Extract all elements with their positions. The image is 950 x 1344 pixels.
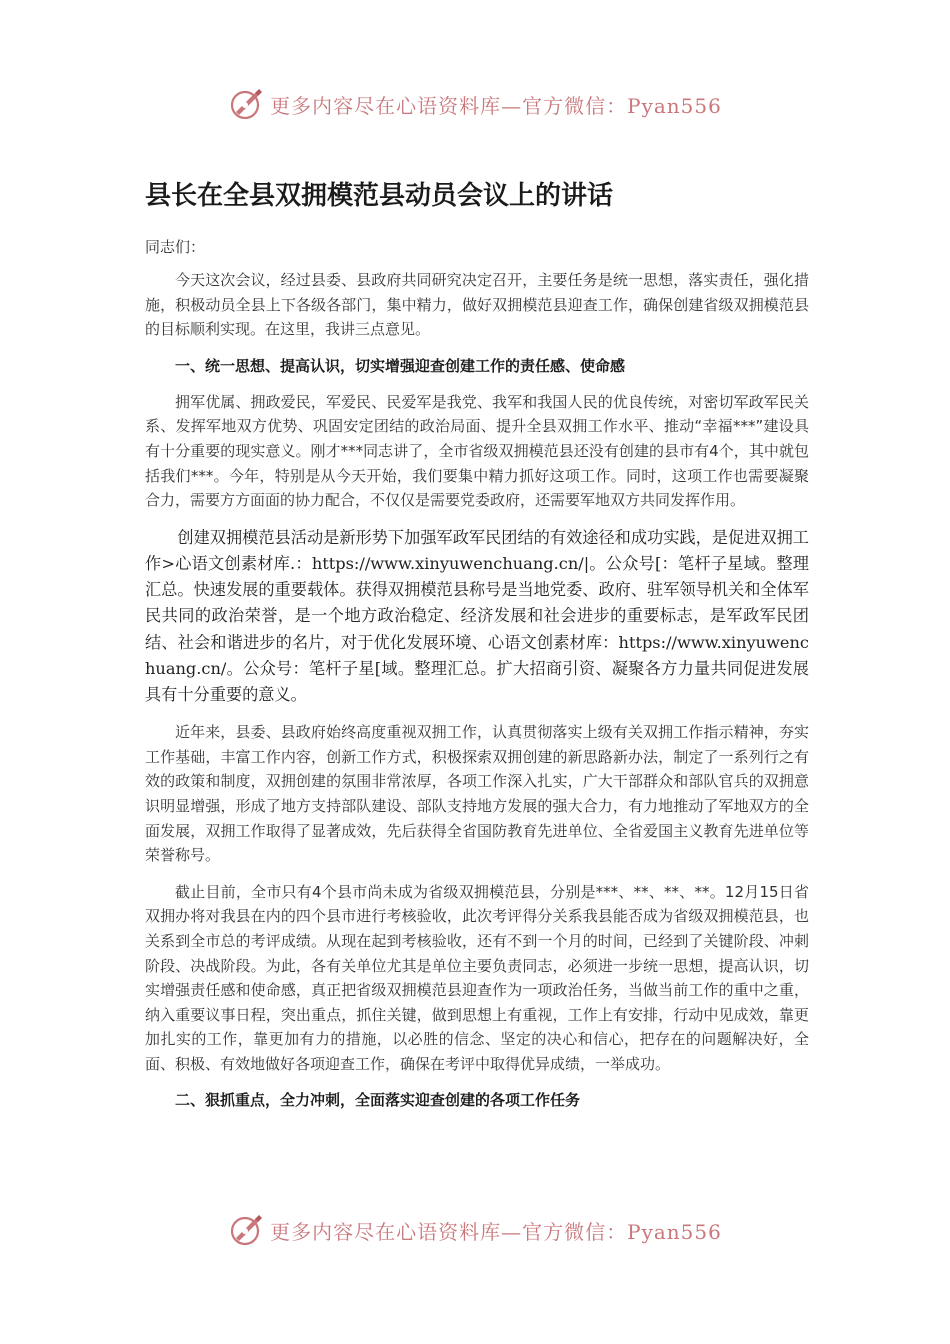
watermark-text: 更多内容尽在心语资料库—官方微信：Pyan556: [270, 93, 722, 118]
section-heading-2: 二、狠抓重点，全力冲刺，全面落实迎查创建的各项工作任务: [175, 1091, 581, 1110]
pen-circle-logo-icon: [228, 1212, 264, 1248]
document-body: [145, 176, 809, 1124]
paragraph-1: 拥军优属、拥政爱民，军爱民、民爱军是我党、我军和我国人民的优良传统，对密切军政军民关系、发挥军地双方优势、巩固安定团结的政治局面、提升全县双拥工作水平、推动“幸福***”建设具有十分重要的现实意义。刚才***同志讲了，全市省级双拥模范县还没有创建的县市有4个，其中就包括我们***。今年，特别是从今天开始，我们要集中精力抓好这项工作。同时，这项工作也需要凝聚合力，需要方方面面的协力配合，不仅仅是需要党委政府，还需要军地双方共同发挥作用。: [145, 392, 809, 510]
salutation: 同志们：: [145, 238, 206, 256]
pen-circle-logo-icon: [228, 86, 264, 122]
watermark-banner-top: [0, 82, 950, 126]
intro-paragraph: 今天这次会议，经过县委、县政府共同研究决定召开，主要任务是统一思想，落实责任，强化措施，积极动员全县上下各级各部门，集中精力，做好双拥模范县迎查工作，确保创建省级双拥模范县的目标顺利实现。在这里，我讲三点意见。: [145, 271, 809, 339]
paragraph-2: 创建双拥模范县活动是新形势下加强军政军民团结的有效途径和成功实践，是促进双拥工作>心语文创素材库.：https://www.xinyuwenchuang.cn/|。公众号[：笔杆子星域。整理汇总。快速发展的重要载体。获得双拥模范县称号是当地党委、政府、驻军领导机关和全体军民共同的政治荣誉，是一个地方政治稳定、经济发展和社会进步的重要标志，是军政军民团结、社会和谐进步的名片，对于优化发展环境、心语文创素材库：https://www.xinyuwenchuang.cn/。公众号：笔杆子星[域。整理汇总。扩大招商引资、凝聚各方力量共同促进发展具有十分重要的意义。: [145, 527, 809, 704]
document-title: 县长在全县双拥模范县动员会议上的讲话: [145, 181, 614, 211]
paragraph-4: 截止目前，全市只有4个县市尚未成为省级双拥模范县，分别是***、**、**、**。12月15日省双拥办将对我县在内的四个县市进行考核验收，此次考评得分关系我县能否成为省级双拥模范县，也关系到全市总的考评成绩。从现在起到考核验收，还有不到一个月的时间，已经到了关键阶段、冲刺阶段、决战阶段。为此，各有关单位尤其是单位主要负责同志，必须进一步统一思想，提高认识，切实增强责任感和使命感，真正把省级双拥模范县迎查作为一项政治任务，当做当前工作的重中之重，纳入重要议事日程，突出重点，抓住关键，做到思想上有重视，工作上有安排，行动中见成效，靠更加扎实的工作，靠更加有力的措施，以必胜的信念、坚定的决心和信心，把存在的问题解决好，全面、积极、有效地做好各项迎查工作，确保在考评中取得优异成绩，一举成功。: [145, 882, 809, 1073]
watermark-text: 更多内容尽在心语资料库—官方微信：Pyan556: [270, 1219, 722, 1244]
watermark-banner-bottom: [0, 1208, 950, 1252]
section-heading-1: 一、统一思想、提高认识，切实增强迎查创建工作的责任感、使命感: [175, 356, 626, 375]
paragraph-3: 近年来，县委、县政府始终高度重视双拥工作，认真贯彻落实上级有关双拥工作指示精神，夯实工作基础，丰富工作内容，创新工作方式，积极探索双拥创建的新思路新办法，制定了一系列行之有效的政策和制度，双拥创建的氛围非常浓厚，各项工作深入扎实，广大干部群众和部队官兵的双拥意识明显增强，形成了地方支持部队建设、部队支持地方发展的强大合力，有力地推动了军地双方的全面发展，双拥工作取得了显著成效，先后获得全省国防教育先进单位、全省爱国主义教育先进单位等荣誉称号。: [145, 723, 809, 865]
